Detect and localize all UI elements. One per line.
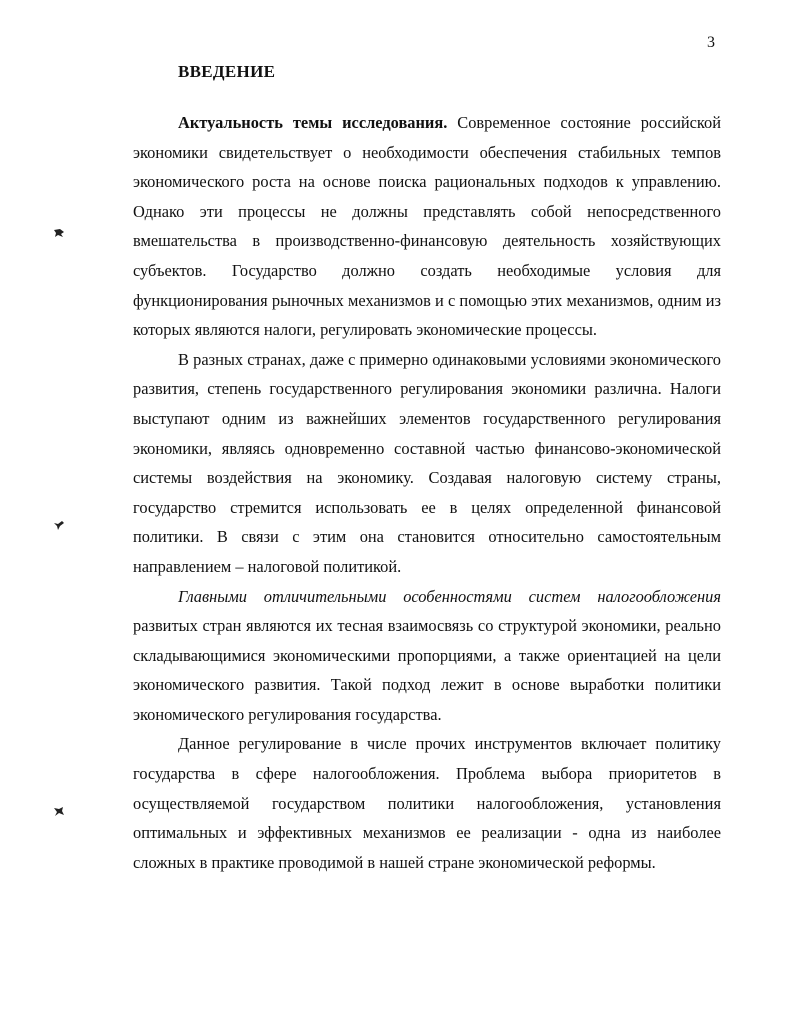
paragraph [133,582,721,730]
paragraph-text: Данное регулирование в числе прочих инструментов включает политику государства в сфере налогообложения. Проблема выбора приоритетов в осуществляемой государством политики налогообложения, установления оптимальных и эффективных механизмов ее реализации - одна из наиболее сложных в практике проводимой в нашей стране экономической реформы. [133,734,721,872]
margin-mark-icon [52,227,66,239]
body-text [133,108,721,877]
margin-mark-icon [52,806,66,818]
paragraph [133,729,721,877]
page-number: 3 [707,34,715,51]
section-heading: ВВЕДЕНИЕ [178,62,276,81]
paragraph [133,108,721,345]
margin-mark-icon [52,519,66,531]
paragraph-lead: Главными отличительными особенностями систем налогообложения [178,586,721,606]
paragraph-lead: Актуальность темы исследования. [178,113,448,132]
paragraph-text: Современное состояние российской экономики свидетельствует о необходимости обеспечения стабильных темпов экономического роста на основе поиска рациональных подходов к управлению. Однако эти процессы не должны представлять собой непосредственного вмешательства в производственно-финансовую деятельность хозяйствующих субъектов. Государство должно создать необходимые условия для функционирования рыночных механизмов и с помощью этих механизмов, одним из которых являются налоги, регулировать экономические процессы. [133,113,721,340]
paragraph [133,345,721,582]
paragraph-text: В разных странах, даже с примерно одинаковыми условиями экономического развития, степень государственного регулирования экономики различна. Налоги выступают одним из важнейших элементов государственного регулирования экономики, являясь одновременно составной частью финансово-экономической системы воздействия на экономику. Создавая налоговую систему страны, государство стремится использовать ее в целях определенной финансовой политики. В связи с этим она становится относительно самостоятельным направлением – налоговой политикой. [133,349,721,576]
paragraph-text: развитых стран являются их тесная взаимосвязь со структурой экономики, реально складывающимися экономическими пропорциями, а также ориентацией на цели экономического развития. Такой подход лежит в основе выработки политики экономического регулирования государства. [133,616,721,724]
